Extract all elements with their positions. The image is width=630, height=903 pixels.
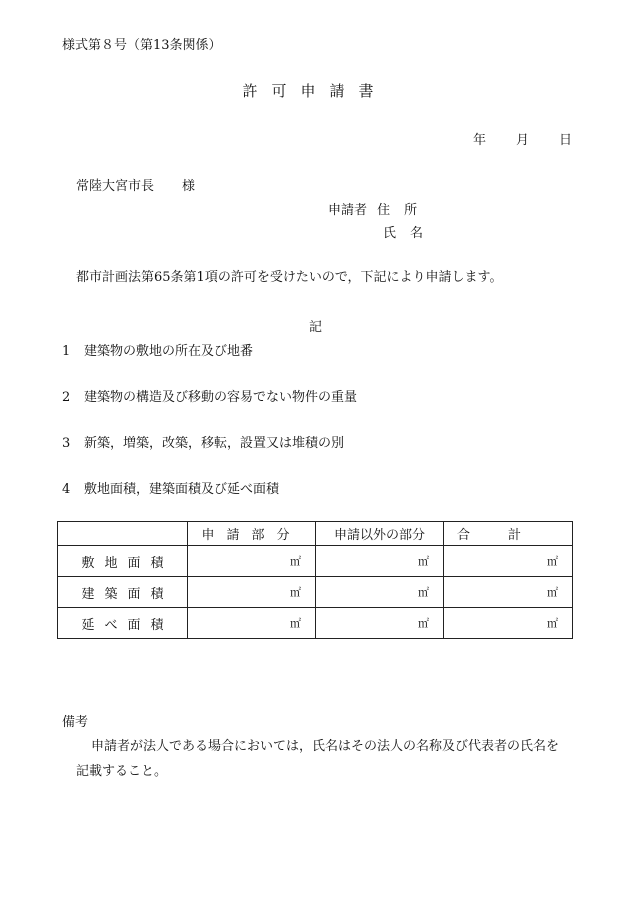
item-3 bbox=[62, 437, 344, 450]
applicant-address-label: 住所 bbox=[377, 203, 432, 218]
cell-application-part bbox=[188, 608, 316, 639]
row-label-building-area: 建築面積 bbox=[58, 577, 188, 608]
applicant-name-label: 氏名 bbox=[383, 226, 438, 241]
form-number: 様式第８号（第13条関係） bbox=[62, 38, 222, 53]
row-label-site-area: 敷地面積 bbox=[58, 546, 188, 577]
area-table bbox=[57, 521, 573, 639]
cell-application-part bbox=[188, 546, 316, 577]
unit-label: ㎡ bbox=[547, 617, 558, 630]
date-month-label: 月 bbox=[516, 133, 530, 148]
item-text: 建築物の敷地の所在及び地番 bbox=[84, 344, 254, 359]
applicant-label: 申請者 bbox=[328, 203, 368, 218]
item-number: 1 bbox=[62, 344, 71, 359]
unit-label: ㎡ bbox=[418, 586, 429, 599]
item-2 bbox=[62, 391, 357, 404]
item-number: 2 bbox=[62, 390, 71, 405]
unit-label: ㎡ bbox=[418, 555, 429, 568]
remarks-text-line-2: 記載すること。 bbox=[76, 764, 168, 779]
table-header-empty bbox=[58, 522, 188, 546]
item-number: 3 bbox=[62, 436, 71, 451]
table-header-other-part: 申請以外の部分 bbox=[316, 522, 444, 546]
unit-label: ㎡ bbox=[547, 586, 558, 599]
cell-total bbox=[444, 608, 573, 639]
addressee bbox=[76, 180, 195, 193]
cell-other-part bbox=[316, 546, 444, 577]
cell-total bbox=[444, 546, 573, 577]
applicant-address-line bbox=[328, 204, 431, 217]
table-row bbox=[58, 608, 573, 639]
row-label-floor-area: 延べ面積 bbox=[58, 608, 188, 639]
table-header-total: 合計 bbox=[444, 522, 573, 546]
item-1 bbox=[62, 345, 253, 358]
item-4 bbox=[62, 483, 279, 496]
date-year-label: 年 bbox=[473, 133, 487, 148]
table-row bbox=[58, 546, 573, 577]
remarks-text-line-1: 申請者が法人である場合においては，氏名はその法人の名称及び代表者の氏名を bbox=[91, 739, 560, 754]
date-day-label: 日 bbox=[559, 133, 573, 148]
addressee-honorific: 様 bbox=[182, 179, 196, 194]
cell-other-part bbox=[316, 608, 444, 639]
cell-other-part bbox=[316, 577, 444, 608]
ki-heading: 記 bbox=[309, 320, 323, 335]
unit-label: ㎡ bbox=[290, 586, 301, 599]
document-title: 許可申請書 bbox=[242, 82, 388, 100]
remarks-title: 備考 bbox=[62, 715, 89, 730]
item-text: 敷地面積，建築面積及び延べ面積 bbox=[84, 482, 280, 497]
item-text: 新築，増築，改築，移転，設置又は堆積の別 bbox=[84, 436, 345, 451]
unit-label: ㎡ bbox=[290, 617, 301, 630]
cell-application-part bbox=[188, 577, 316, 608]
unit-label: ㎡ bbox=[290, 555, 301, 568]
item-text: 建築物の構造及び移動の容易でない物件の重量 bbox=[84, 390, 358, 405]
unit-label: ㎡ bbox=[418, 617, 429, 630]
item-number: 4 bbox=[62, 482, 71, 497]
unit-label: ㎡ bbox=[547, 555, 558, 568]
cell-total bbox=[444, 577, 573, 608]
intro-text: 都市計画法第65条第1項の許可を受けたいので，下記により申請します。 bbox=[76, 270, 503, 285]
table-header-application-part: 申請部分 bbox=[188, 522, 316, 546]
addressee-name: 常陸大宮市長 bbox=[76, 179, 155, 194]
table-row bbox=[58, 577, 573, 608]
table-header-row bbox=[58, 522, 573, 546]
date-line bbox=[473, 134, 572, 147]
